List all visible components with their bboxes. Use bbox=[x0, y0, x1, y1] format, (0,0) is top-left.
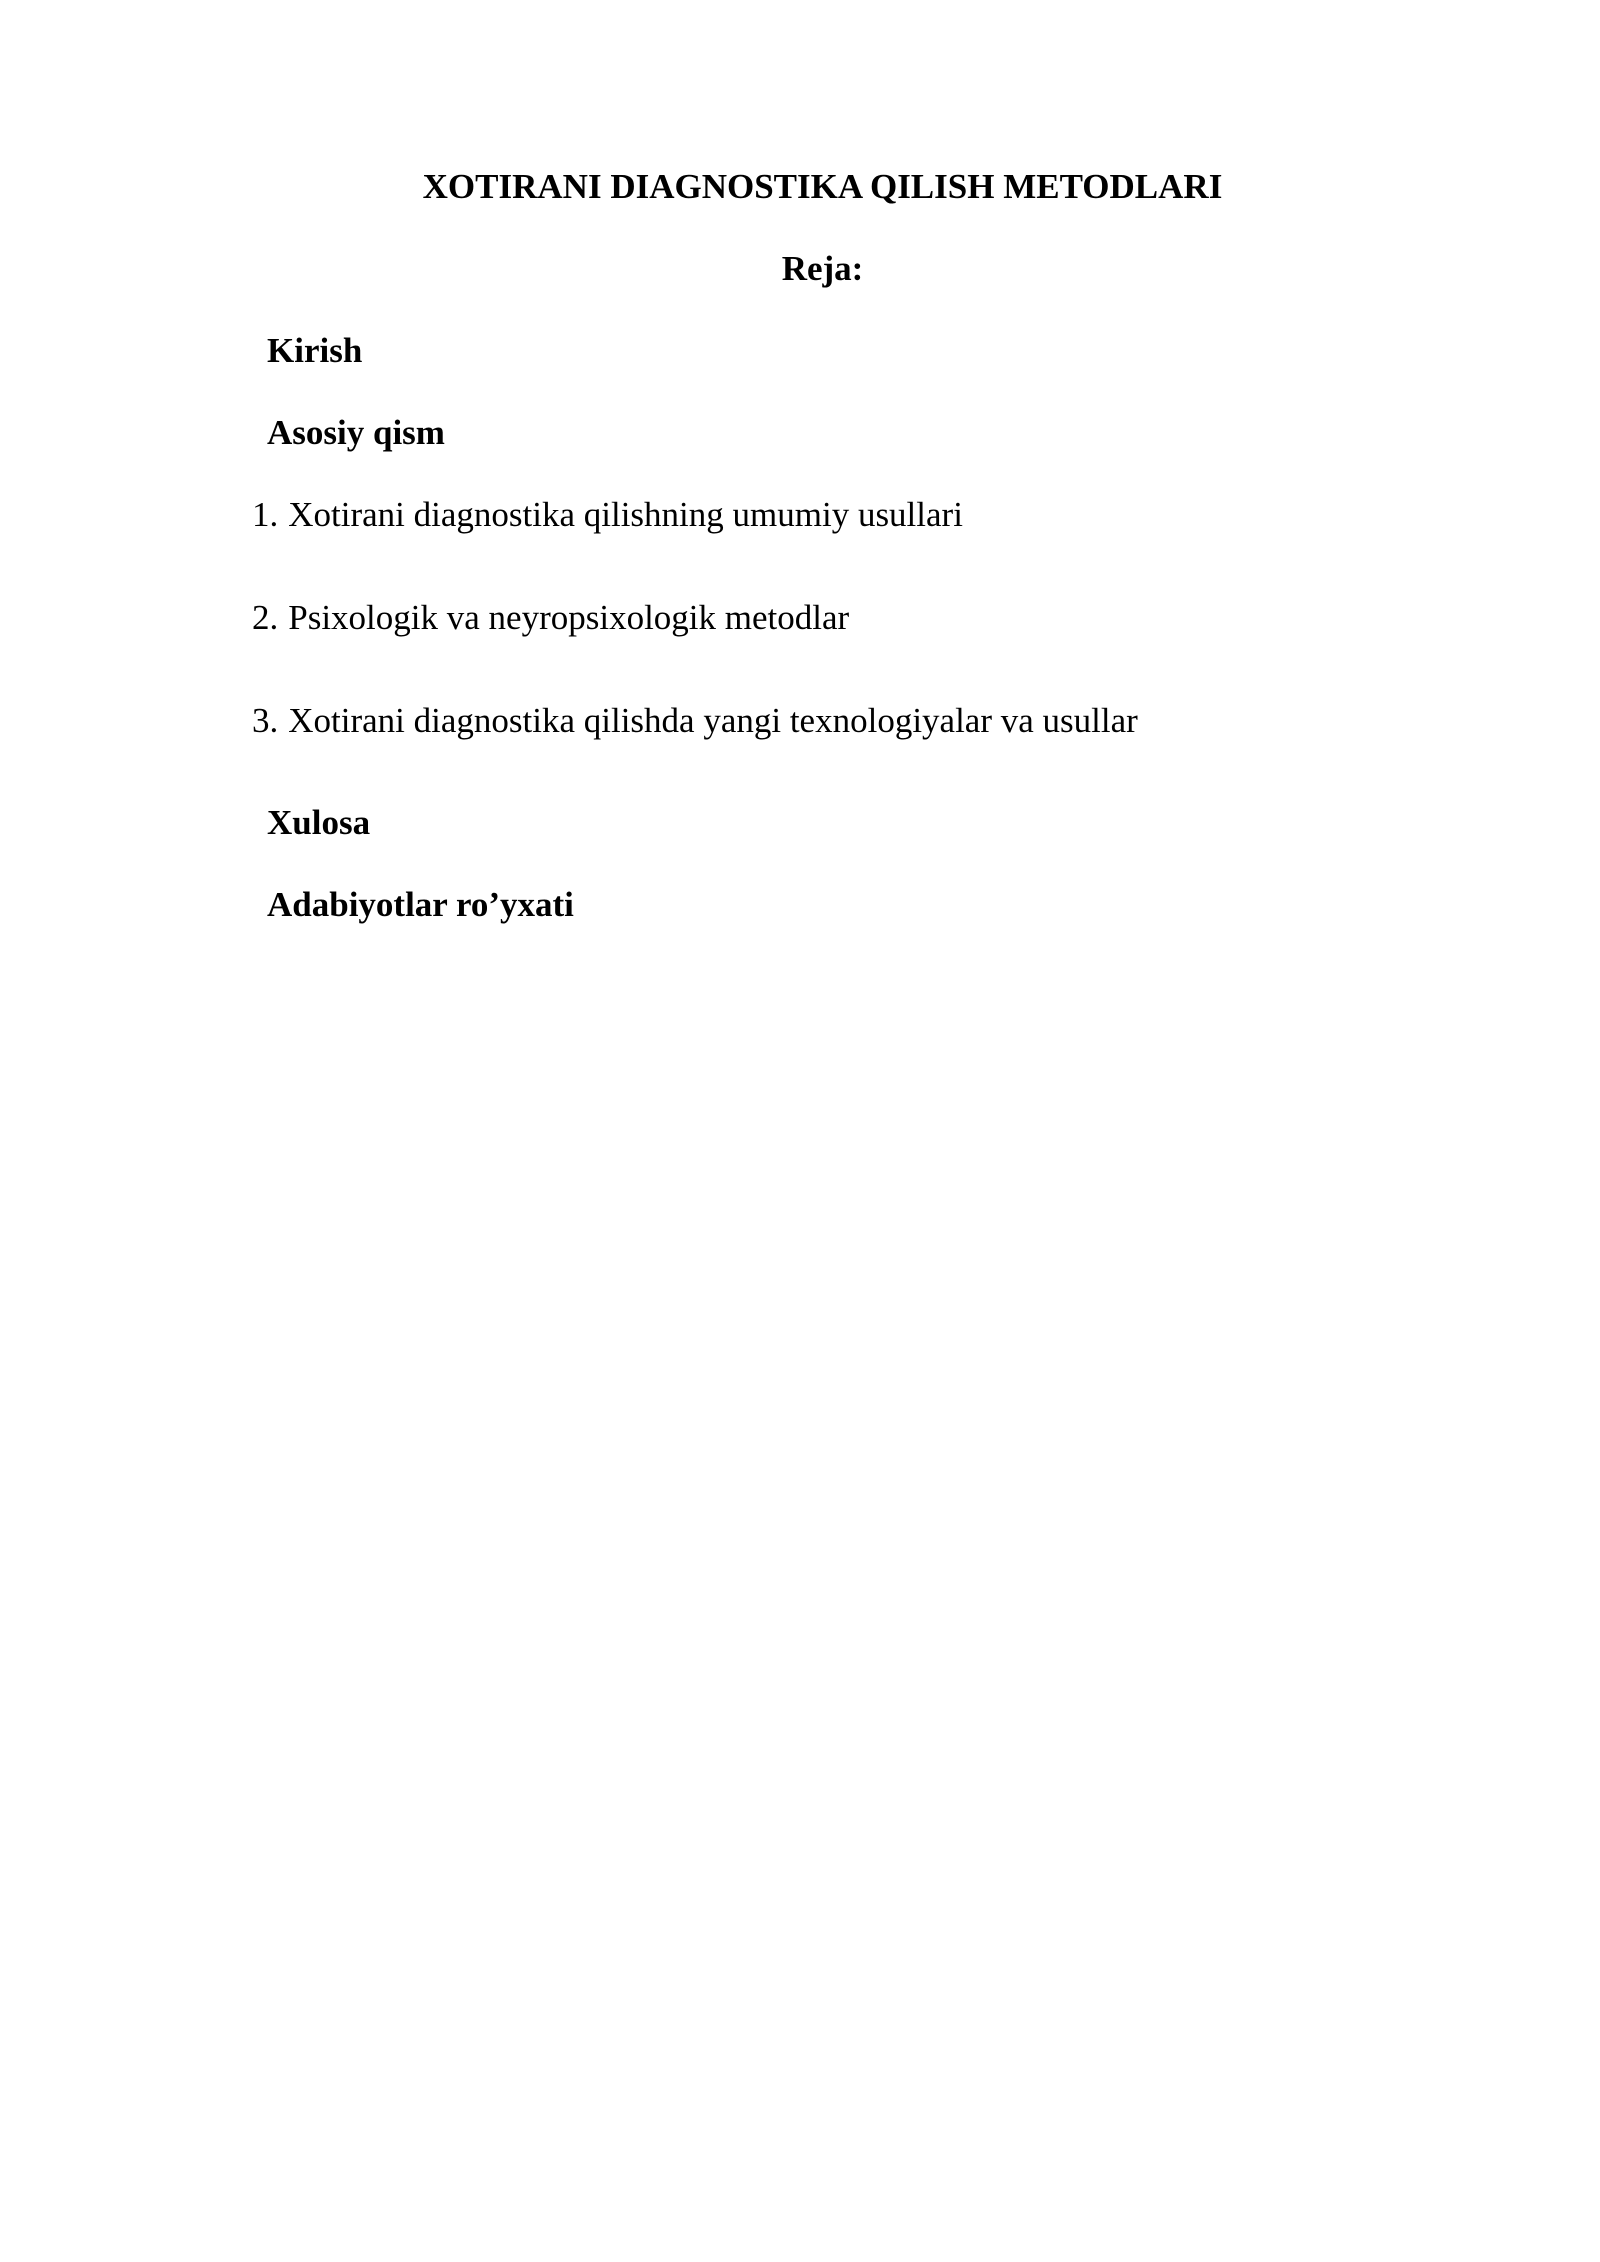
section-references: Adabiyotlar ro’yxati bbox=[267, 885, 574, 924]
plan-item-text: Xotirani diagnostika qilishning umumiy usullari bbox=[288, 495, 963, 534]
plan-item-2 bbox=[252, 598, 849, 638]
plan-item-text: Psixologik va neyropsixologik metodlar bbox=[288, 598, 850, 637]
plan-item-number: 2. bbox=[252, 598, 279, 637]
document-title: XOTIRANI DIAGNOSTIKA QILISH METODLARI bbox=[422, 167, 1223, 206]
section-main-part: Asosiy qism bbox=[267, 413, 445, 452]
plan-item-text: Xotirani diagnostika qilishda yangi texnologiyalar va usullar bbox=[288, 701, 1138, 740]
plan-item-number: 1. bbox=[252, 495, 279, 534]
section-intro: Kirish bbox=[267, 331, 363, 370]
plan-item-number: 3. bbox=[252, 701, 279, 740]
section-conclusion: Xulosa bbox=[267, 803, 371, 842]
plan-heading: Reja: bbox=[781, 249, 864, 288]
plan-item-3 bbox=[252, 701, 1138, 741]
plan-item-1 bbox=[252, 495, 963, 535]
